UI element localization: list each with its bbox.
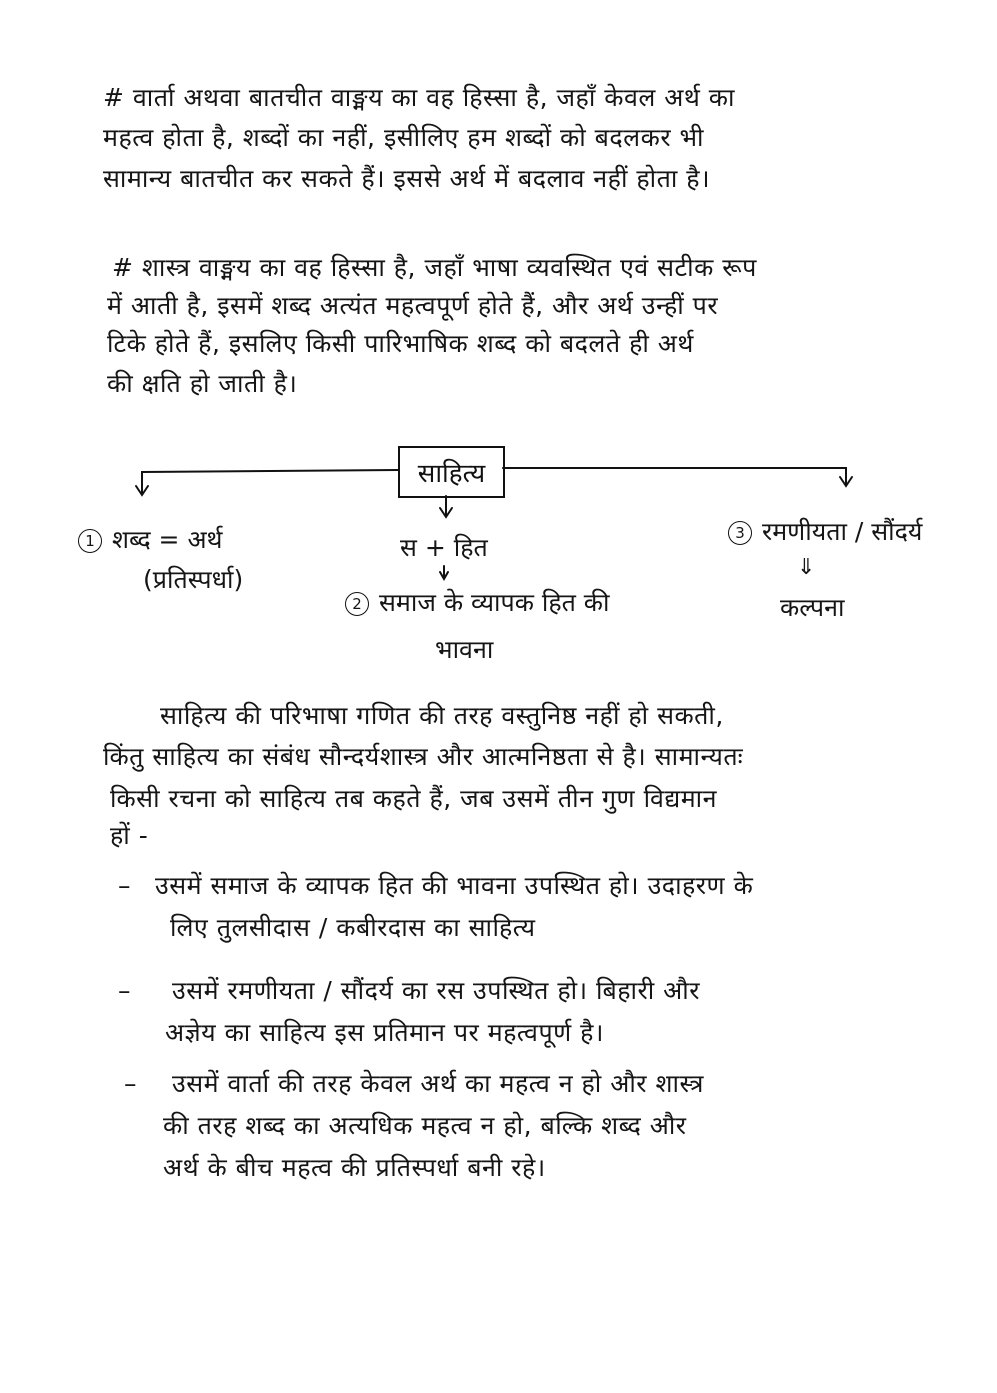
text-line: किसी रचना को साहित्य तब कहते हैं, जब उसमें तीन गुण विद्यमान <box>110 784 717 813</box>
bullet-dash: – <box>118 871 131 900</box>
branch-3 <box>728 514 922 548</box>
text-line: किंतु साहित्य का संबंध सौन्दर्यशास्त्र और आत्मनिष्ठता से है। सामान्यतः <box>103 742 744 771</box>
branch-1-sub: (प्रतिस्पर्धा) <box>143 565 244 594</box>
branch-2-etymology: स + हित <box>400 533 488 562</box>
text-line: उसमें रमणीयता / सौंदर्य का रस उपस्थित हो। बिहारी और <box>172 976 700 1005</box>
number-circle-2: 2 <box>345 592 369 616</box>
text-line: महत्व होता है, शब्दों का नहीं, इसीलिए हम शब्दों को बदलकर भी <box>103 123 705 152</box>
branch-2-main: समाज के व्यापक हित की <box>379 588 610 617</box>
number-circle-3: 3 <box>728 521 752 545</box>
text-line: की क्षति हो जाती है। <box>107 369 298 398</box>
branch-2-sub: भावना <box>435 635 494 664</box>
text-line: टिके होते हैं, इसलिए किसी पारिभाषिक शब्द को बदलते ही अर्थ <box>107 329 694 358</box>
text-line: उसमें समाज के व्यापक हित की भावना उपस्थित हो। उदाहरण के <box>155 871 754 900</box>
bullet-dash: – <box>124 1069 137 1098</box>
branch-1-main: शब्द = अर्थ <box>112 525 223 554</box>
branch-2 <box>345 585 609 619</box>
text-line: अर्थ के बीच महत्व की प्रतिस्पर्धा बनी रहे। <box>163 1153 546 1182</box>
text-line: लिए तुलसीदास / कबीरदास का साहित्य <box>170 913 536 942</box>
text-line: की तरह शब्द का अत्यधिक महत्व न हो, बल्कि शब्द और <box>163 1111 687 1140</box>
text-line: # शास्त्र वाङ्मय का वह हिस्सा है, जहाँ भाषा व्यवस्थित एवं सटीक रूप <box>112 253 757 282</box>
branch-3-main: रमणीयता / सौंदर्य <box>762 517 923 546</box>
bullet-dash: – <box>118 976 131 1005</box>
number-circle-1: 1 <box>78 529 102 553</box>
branch-1 <box>78 522 223 556</box>
diagram-center-label: साहित्य <box>417 459 486 489</box>
double-down-arrow-icon: ⇓ <box>797 555 816 580</box>
text-line: उसमें वार्ता की तरह केवल अर्थ का महत्व न हो और शास्त्र <box>172 1069 704 1098</box>
text-line: हों - <box>110 821 149 850</box>
text-line: अज्ञेय का साहित्य इस प्रतिमान पर महत्वपूर्ण है। <box>165 1018 604 1047</box>
text-line: में आती है, इसमें शब्द अत्यंत महत्वपूर्ण होते हैं, और अर्थ उन्हीं पर <box>107 291 719 320</box>
branch-3-sub: कल्पना <box>780 593 845 622</box>
text-line: # वार्ता अथवा बातचीत वाङ्मय का वह हिस्सा है, जहाँ केवल अर्थ का <box>103 83 735 112</box>
text-line: सामान्य बातचीत कर सकते हैं। इससे अर्थ में बदलाव नहीं होता है। <box>103 164 711 193</box>
diagram-center-box <box>398 446 505 498</box>
text-line: साहित्य की परिभाषा गणित की तरह वस्तुनिष्ठ नहीं हो सकती, <box>160 701 724 730</box>
